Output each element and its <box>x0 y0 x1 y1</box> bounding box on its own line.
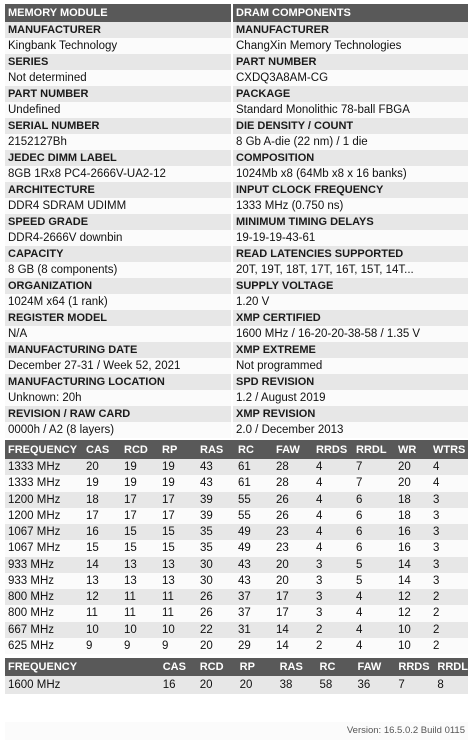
xmp-cell-rp: 20 <box>237 676 277 694</box>
timing-cell-wtrs: 2 <box>430 638 468 654</box>
timing-col-faw: FAW <box>273 440 313 459</box>
timing-cell-rp: 19 <box>159 475 197 491</box>
timing-cell-wr: 14 <box>395 557 430 573</box>
timing-cell-wtrs: 3 <box>430 540 468 556</box>
timing-cell-rrds: 2 <box>313 638 353 654</box>
dram-field-read-latencies-supported <box>233 246 468 278</box>
timing-cell-frequency: 1200 MHz <box>5 508 83 524</box>
field-value: December 27-31 / Week 52, 2021 <box>5 358 231 374</box>
xmp-col-faw: FAW <box>354 658 395 676</box>
timing-cell-rrds: 4 <box>313 492 353 508</box>
field-label: MANUFACTURER <box>5 22 231 38</box>
timing-cell-wtrs: 3 <box>430 492 468 508</box>
timing-cell-wr: 18 <box>395 508 430 524</box>
field-label: MANUFACTURING DATE <box>5 342 231 358</box>
timing-cell-rrdl: 6 <box>353 524 395 540</box>
timing-cell-rcd: 17 <box>121 508 159 524</box>
timing-cell-ras: 43 <box>197 475 235 491</box>
timing-cell-ras: 22 <box>197 622 235 638</box>
timing-cell-wtrs: 4 <box>430 475 468 491</box>
timing-cell-rcd: 9 <box>121 638 159 654</box>
timing-cell-rrds: 2 <box>313 622 353 638</box>
timing-cell-faw: 26 <box>273 508 313 524</box>
timing-cell-rrdl: 5 <box>353 573 395 589</box>
timing-cell-frequency: 933 MHz <box>5 573 83 589</box>
timing-cell-cas: 12 <box>83 589 121 605</box>
xmp-header-row <box>5 658 468 676</box>
field-value: Kingbank Technology <box>5 38 231 54</box>
xmp-cell-frequency: 1600 MHz <box>5 676 160 694</box>
timing-cell-frequency: 1333 MHz <box>5 459 83 475</box>
timing-cell-wtrs: 4 <box>430 459 468 475</box>
timing-cell-wtrs: 3 <box>430 524 468 540</box>
timing-cell-rp: 9 <box>159 638 197 654</box>
timing-cell-ras: 39 <box>197 508 235 524</box>
table-row <box>5 524 468 540</box>
timing-cell-rrdl: 6 <box>353 492 395 508</box>
timing-cell-frequency: 800 MHz <box>5 589 83 605</box>
xmp-cell-ras: 38 <box>277 676 317 694</box>
timing-cell-faw: 28 <box>273 459 313 475</box>
timing-cell-wr: 20 <box>395 459 430 475</box>
timing-cell-frequency: 800 MHz <box>5 605 83 621</box>
dram-field-spd-revision <box>233 374 468 406</box>
timing-cell-rcd: 17 <box>121 492 159 508</box>
xmp-table <box>5 658 468 694</box>
timing-cell-wtrs: 2 <box>430 605 468 621</box>
timing-cell-frequency: 1067 MHz <box>5 540 83 556</box>
dram-field-input-clock-frequency <box>233 182 468 214</box>
timing-cell-rc: 37 <box>235 589 273 605</box>
timing-cell-faw: 26 <box>273 492 313 508</box>
timing-cell-wr: 10 <box>395 622 430 638</box>
field-label: XMP EXTREME <box>233 342 468 358</box>
field-label: SPEED GRADE <box>5 214 231 230</box>
field-value: 2152127Bh <box>5 134 231 150</box>
field-label: SPD REVISION <box>233 374 468 390</box>
field-value: 1333 MHz (0.750 ns) <box>233 198 468 214</box>
xmp-col-frequency: FREQUENCY <box>5 658 160 676</box>
dram-components-header: DRAM COMPONENTS <box>233 4 468 22</box>
timing-cell-rp: 19 <box>159 459 197 475</box>
timing-cell-rrdl: 6 <box>353 540 395 556</box>
field-label: ARCHITECTURE <box>5 182 231 198</box>
memory-module-panel <box>5 4 232 438</box>
module-field-manufacturing-date <box>5 342 231 374</box>
timing-cell-rcd: 10 <box>121 622 159 638</box>
spd-report <box>5 4 468 694</box>
dram-field-manufacturer <box>233 22 468 54</box>
dram-field-package <box>233 86 468 118</box>
timing-cell-rrds: 4 <box>313 540 353 556</box>
field-label: MANUFACTURING LOCATION <box>5 374 231 390</box>
timing-cell-wr: 12 <box>395 605 430 621</box>
timing-cell-rcd: 19 <box>121 475 159 491</box>
field-value: 1.20 V <box>233 294 468 310</box>
timing-col-wtrs: WTRS <box>430 440 468 459</box>
timing-cell-cas: 11 <box>83 605 121 621</box>
timing-col-wr: WR <box>395 440 430 459</box>
timing-cell-frequency: 625 MHz <box>5 638 83 654</box>
timing-cell-cas: 14 <box>83 557 121 573</box>
module-field-capacity <box>5 246 231 278</box>
dram-field-minimum-timing-delays <box>233 214 468 246</box>
timing-cell-ras: 43 <box>197 459 235 475</box>
timing-cell-rrdl: 4 <box>353 622 395 638</box>
timing-cell-ras: 30 <box>197 557 235 573</box>
timing-cell-rrdl: 4 <box>353 589 395 605</box>
module-field-revision-raw-card <box>5 406 231 438</box>
field-label: SERIES <box>5 54 231 70</box>
xmp-col-rp: RP <box>237 658 277 676</box>
timing-cell-frequency: 1067 MHz <box>5 524 83 540</box>
timing-table <box>5 440 468 654</box>
field-label: XMP CERTIFIED <box>233 310 468 326</box>
xmp-col-rrds: RRDS <box>395 658 434 676</box>
module-field-architecture <box>5 182 231 214</box>
timing-cell-rp: 17 <box>159 492 197 508</box>
timing-cell-cas: 13 <box>83 573 121 589</box>
field-label: DIE DENSITY / COUNT <box>233 118 468 134</box>
timing-cell-faw: 23 <box>273 524 313 540</box>
timing-cell-rrds: 3 <box>313 605 353 621</box>
timing-cell-rp: 10 <box>159 622 197 638</box>
field-value: 0000h / A2 (8 layers) <box>5 422 231 438</box>
field-value: 19-19-19-43-61 <box>233 230 468 246</box>
timing-cell-frequency: 933 MHz <box>5 557 83 573</box>
timing-cell-faw: 17 <box>273 605 313 621</box>
field-value: 20T, 19T, 18T, 17T, 16T, 15T, 14T... <box>233 262 468 278</box>
timing-cell-faw: 17 <box>273 589 313 605</box>
field-value: Standard Monolithic 78-ball FBGA <box>233 102 468 118</box>
timing-cell-wr: 16 <box>395 540 430 556</box>
timing-cell-cas: 20 <box>83 459 121 475</box>
timing-cell-rc: 61 <box>235 475 273 491</box>
xmp-col-ras: RAS <box>277 658 317 676</box>
timing-cell-ras: 35 <box>197 524 235 540</box>
timing-cell-rrds: 4 <box>313 475 353 491</box>
field-label: REVISION / RAW CARD <box>5 406 231 422</box>
timing-cell-rcd: 19 <box>121 459 159 475</box>
timing-cell-cas: 18 <box>83 492 121 508</box>
timing-cell-rrdl: 7 <box>353 475 395 491</box>
module-field-manufacturing-location <box>5 374 231 406</box>
field-value: Not programmed <box>233 358 468 374</box>
timing-cell-rc: 55 <box>235 508 273 524</box>
field-label: MANUFACTURER <box>233 22 468 38</box>
xmp-row <box>5 676 468 694</box>
timing-cell-rc: 43 <box>235 557 273 573</box>
table-row <box>5 540 468 556</box>
dram-components-panel <box>232 4 468 438</box>
module-field-speed-grade <box>5 214 231 246</box>
xmp-cell-rc: 58 <box>317 676 355 694</box>
timing-cell-wtrs: 3 <box>430 557 468 573</box>
field-value: 8 GB (8 components) <box>5 262 231 278</box>
timing-cell-rcd: 13 <box>121 557 159 573</box>
timing-cell-faw: 20 <box>273 573 313 589</box>
dram-components-fields <box>233 22 468 438</box>
timing-cell-rp: 17 <box>159 508 197 524</box>
timing-header-row <box>5 440 468 459</box>
field-value: 2.0 / December 2013 <box>233 422 468 438</box>
timing-cell-rc: 61 <box>235 459 273 475</box>
timing-cell-wtrs: 2 <box>430 622 468 638</box>
field-label: COMPOSITION <box>233 150 468 166</box>
version-footer: Version: 16.5.0.2 Build 0115 <box>5 722 468 740</box>
field-label: PACKAGE <box>233 86 468 102</box>
field-label: SERIAL NUMBER <box>5 118 231 134</box>
timing-cell-wtrs: 3 <box>430 508 468 524</box>
timing-cell-rcd: 11 <box>121 589 159 605</box>
timing-cell-ras: 26 <box>197 605 235 621</box>
memory-module-header: MEMORY MODULE <box>5 4 231 22</box>
table-row <box>5 573 468 589</box>
timing-cell-rrds: 4 <box>313 459 353 475</box>
field-value: Unknown: 20h <box>5 390 231 406</box>
timing-cell-faw: 23 <box>273 540 313 556</box>
timing-cell-wr: 16 <box>395 524 430 540</box>
timing-cell-rc: 43 <box>235 573 273 589</box>
dram-field-xmp-extreme <box>233 342 468 374</box>
timing-cell-wr: 10 <box>395 638 430 654</box>
timing-cell-rrdl: 5 <box>353 557 395 573</box>
table-row <box>5 605 468 621</box>
timing-cell-cas: 16 <box>83 524 121 540</box>
timing-cell-faw: 14 <box>273 638 313 654</box>
timing-cell-rcd: 11 <box>121 605 159 621</box>
dram-field-die-density-count <box>233 118 468 150</box>
timing-cell-faw: 28 <box>273 475 313 491</box>
xmp-col-cas: CAS <box>160 658 197 676</box>
timing-cell-rrdl: 6 <box>353 508 395 524</box>
timing-col-rrds: RRDS <box>313 440 353 459</box>
xmp-col-rrdl: RRDL <box>434 658 468 676</box>
timing-cell-frequency: 1333 MHz <box>5 475 83 491</box>
field-label: MINIMUM TIMING DELAYS <box>233 214 468 230</box>
timing-cell-rrdl: 7 <box>353 459 395 475</box>
timing-cell-rrds: 3 <box>313 557 353 573</box>
timing-col-rcd: RCD <box>121 440 159 459</box>
info-section <box>5 4 468 438</box>
table-row <box>5 589 468 605</box>
field-label: CAPACITY <box>5 246 231 262</box>
field-value: 1024M x64 (1 rank) <box>5 294 231 310</box>
table-row <box>5 638 468 654</box>
xmp-col-rc: RC <box>317 658 355 676</box>
timing-cell-rp: 11 <box>159 605 197 621</box>
timing-cell-cas: 9 <box>83 638 121 654</box>
xmp-col-rcd: RCD <box>197 658 237 676</box>
xmp-cell-rrdl: 8 <box>434 676 468 694</box>
timing-cell-rc: 37 <box>235 605 273 621</box>
dram-field-part-number <box>233 54 468 86</box>
table-row <box>5 459 468 475</box>
field-value: 1024Mb x8 (64Mb x8 x 16 banks) <box>233 166 468 182</box>
timing-cell-rp: 15 <box>159 524 197 540</box>
field-value: ChangXin Memory Technologies <box>233 38 468 54</box>
timing-cell-rp: 13 <box>159 557 197 573</box>
field-value: 8 Gb A-die (22 nm) / 1 die <box>233 134 468 150</box>
xmp-cell-faw: 36 <box>354 676 395 694</box>
timing-cell-wtrs: 3 <box>430 573 468 589</box>
field-label: JEDEC DIMM LABEL <box>5 150 231 166</box>
table-row <box>5 492 468 508</box>
timing-cell-rrdl: 4 <box>353 605 395 621</box>
timing-col-frequency: FREQUENCY <box>5 440 83 459</box>
field-value: DDR4 SDRAM UDIMM <box>5 198 231 214</box>
timing-cell-rc: 29 <box>235 638 273 654</box>
timing-col-cas: CAS <box>83 440 121 459</box>
field-value: 8GB 1Rx8 PC4-2666V-UA2-12 <box>5 166 231 182</box>
field-value: 1600 MHz / 16-20-20-38-58 / 1.35 V <box>233 326 468 342</box>
timing-cell-rp: 11 <box>159 589 197 605</box>
timing-cell-ras: 35 <box>197 540 235 556</box>
dram-field-supply-voltage <box>233 278 468 310</box>
timing-cell-rrds: 4 <box>313 508 353 524</box>
timing-cell-frequency: 667 MHz <box>5 622 83 638</box>
field-label: XMP REVISION <box>233 406 468 422</box>
field-value: Undefined <box>5 102 231 118</box>
timing-cell-ras: 20 <box>197 638 235 654</box>
timing-body <box>5 459 468 654</box>
module-field-serial-number <box>5 118 231 150</box>
xmp-cell-cas: 16 <box>160 676 197 694</box>
table-row <box>5 622 468 638</box>
timing-cell-cas: 19 <box>83 475 121 491</box>
timing-col-rp: RP <box>159 440 197 459</box>
table-row <box>5 557 468 573</box>
timing-cell-frequency: 1200 MHz <box>5 492 83 508</box>
timing-cell-wr: 20 <box>395 475 430 491</box>
module-field-series <box>5 54 231 86</box>
dram-field-composition <box>233 150 468 182</box>
timing-cell-rc: 55 <box>235 492 273 508</box>
field-label: SUPPLY VOLTAGE <box>233 278 468 294</box>
field-value: CXDQ3A8AM-CG <box>233 70 468 86</box>
field-value: Not determined <box>5 70 231 86</box>
timing-cell-ras: 30 <box>197 573 235 589</box>
module-field-part-number <box>5 86 231 118</box>
field-value: 1.2 / August 2019 <box>233 390 468 406</box>
timing-cell-rrds: 3 <box>313 589 353 605</box>
table-row <box>5 475 468 491</box>
timing-cell-rrdl: 4 <box>353 638 395 654</box>
timing-cell-rcd: 13 <box>121 573 159 589</box>
xmp-cell-rcd: 20 <box>197 676 237 694</box>
timing-cell-ras: 26 <box>197 589 235 605</box>
timing-col-rc: RC <box>235 440 273 459</box>
timing-cell-wtrs: 2 <box>430 589 468 605</box>
module-field-manufacturer <box>5 22 231 54</box>
dram-field-xmp-revision <box>233 406 468 438</box>
timing-cell-wr: 12 <box>395 589 430 605</box>
module-field-register-model <box>5 310 231 342</box>
timing-cell-ras: 39 <box>197 492 235 508</box>
field-label: READ LATENCIES SUPPORTED <box>233 246 468 262</box>
timing-cell-rcd: 15 <box>121 524 159 540</box>
timing-cell-rc: 31 <box>235 622 273 638</box>
field-label: PART NUMBER <box>5 86 231 102</box>
memory-module-fields <box>5 22 231 438</box>
timing-cell-wr: 14 <box>395 573 430 589</box>
timing-cell-rp: 15 <box>159 540 197 556</box>
timing-cell-rp: 13 <box>159 573 197 589</box>
field-label: REGISTER MODEL <box>5 310 231 326</box>
timing-cell-rcd: 15 <box>121 540 159 556</box>
timing-cell-rc: 49 <box>235 540 273 556</box>
timing-cell-cas: 15 <box>83 540 121 556</box>
table-row <box>5 508 468 524</box>
field-label: INPUT CLOCK FREQUENCY <box>233 182 468 198</box>
timing-cell-cas: 10 <box>83 622 121 638</box>
timing-cell-faw: 14 <box>273 622 313 638</box>
module-field-jedec-dimm-label <box>5 150 231 182</box>
field-label: ORGANIZATION <box>5 278 231 294</box>
field-label: PART NUMBER <box>233 54 468 70</box>
timing-cell-cas: 17 <box>83 508 121 524</box>
field-value: N/A <box>5 326 231 342</box>
timing-col-ras: RAS <box>197 440 235 459</box>
timing-cell-wr: 18 <box>395 492 430 508</box>
timing-cell-faw: 20 <box>273 557 313 573</box>
timing-col-rrdl: RRDL <box>353 440 395 459</box>
xmp-cell-rrds: 7 <box>395 676 434 694</box>
module-field-organization <box>5 278 231 310</box>
timing-cell-rrds: 4 <box>313 524 353 540</box>
dram-field-xmp-certified <box>233 310 468 342</box>
field-value: DDR4-2666V downbin <box>5 230 231 246</box>
timing-cell-rrds: 3 <box>313 573 353 589</box>
timing-cell-rc: 49 <box>235 524 273 540</box>
